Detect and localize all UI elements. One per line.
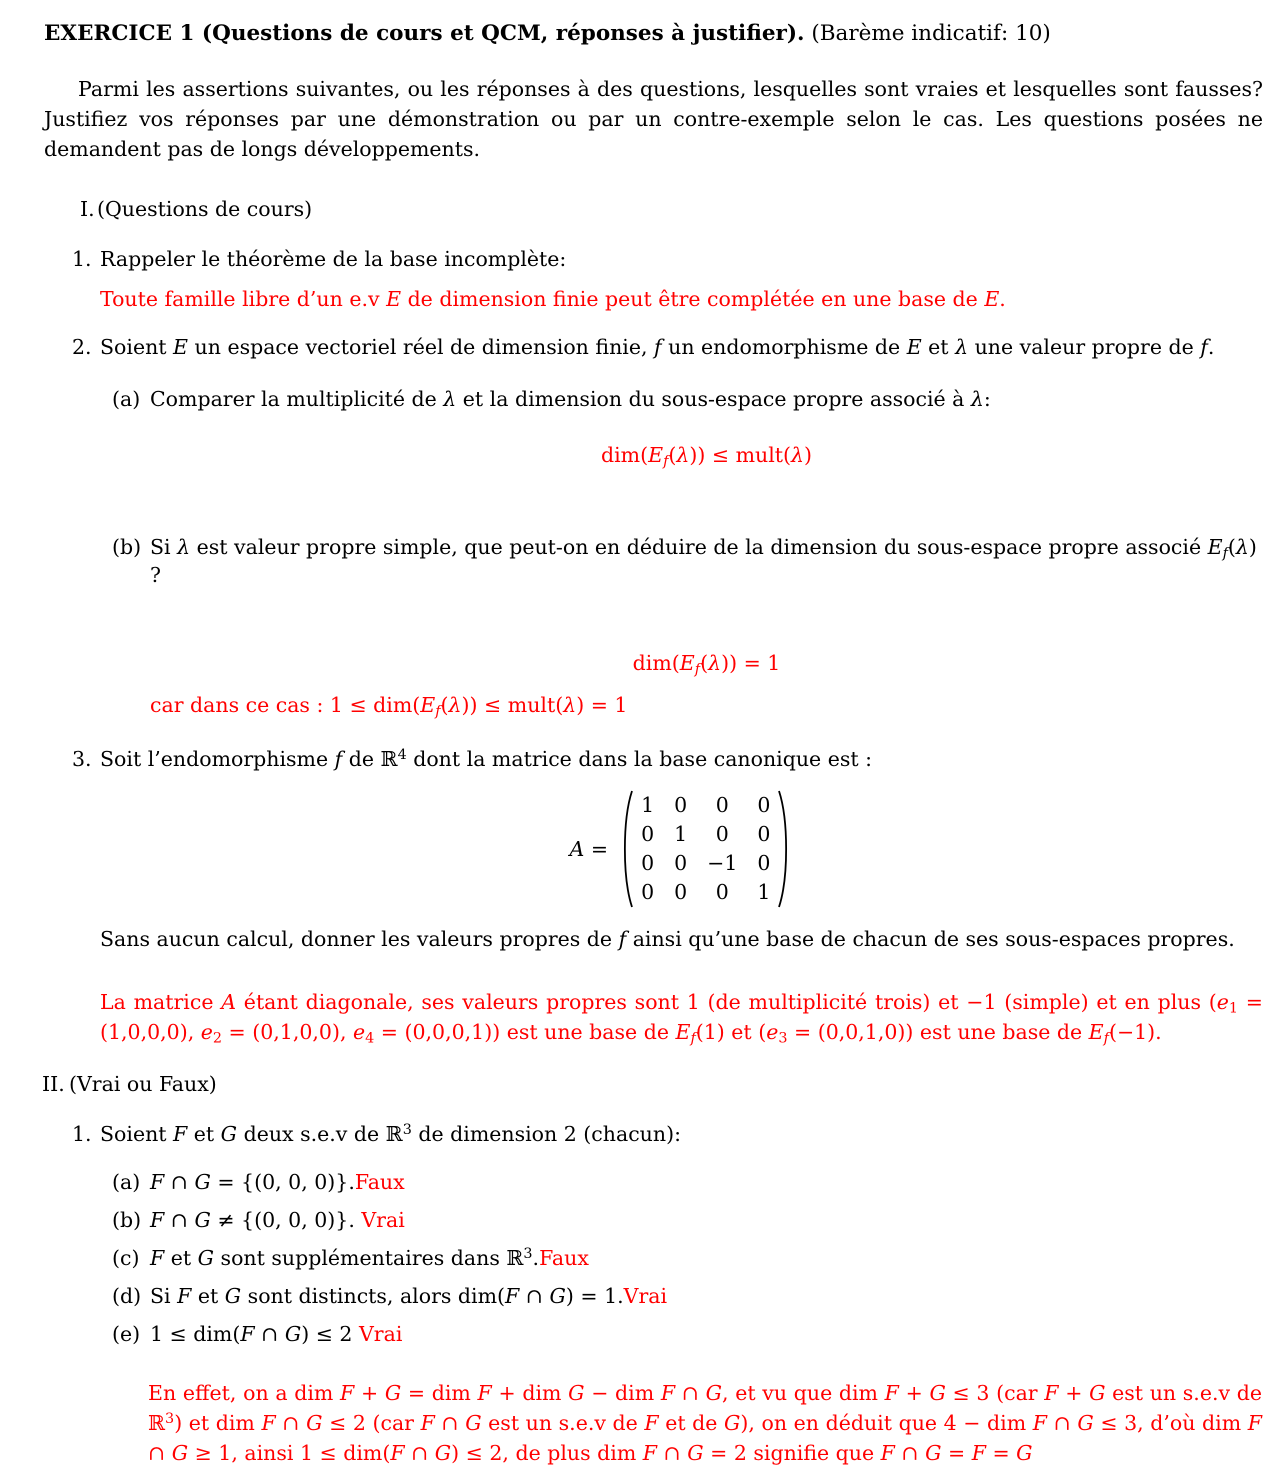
section-2-question-1-text: Soient F et G deux s.e.v de ℝ$^3$ de dimension 2 (chacun): [100,1121,681,1146]
tf-item-b-verdict: Vrai [361,1208,405,1232]
section-2-title: (Vrai ou Faux) [69,1072,217,1096]
matrix-cell: 0 [757,793,771,817]
section-2-heading [42,1071,1263,1098]
intro-paragraph: Parmi les assertions suivantes, ou les réponses à des questions, lesquelles sont vraies et lesquelles sont fausses? Justifiez vos réponses par une démonstration ou par un contre-exemple selon le cas. Les questions posées ne demandent pas de longs développements. [44,77,1263,161]
tf-item-c-verdict: Faux [539,1246,589,1270]
section-2-label: II. [42,1072,65,1096]
tf-item-a-statement: F ∩ G = {(0, 0, 0)}. [150,1170,355,1194]
tf-item-b-label: (b) [112,1208,142,1232]
question-2-text: Soient E un espace vectoriel réel de dimension finie, f un endomorphisme de E et λ une valeur propre de f. [100,335,1215,359]
question-1 [72,245,1263,273]
matrix-cell: −1 [707,851,738,875]
section-2-question-1 [72,1120,1263,1148]
tf-item-e-label: (e) [112,1322,141,1346]
answer-3: La matrice A étant diagonale, ses valeurs propres sont 1 (de multiplicité trois) et −1 (simple) et en plus ($e_1 = (1,0,0,0)$, $e_2 = (0,1,0,0)$, $e_4 = (0,0,0,1)$) est une base de $E_f(1)$ et $(e_3 = (0,0,1,0))$ est une base de $E_f(-1)$. [100,990,1263,1047]
tf-item-b [112,1206,1263,1234]
question-2b-label: (b) [112,535,142,559]
tf-item-a-label: (a) [112,1170,141,1194]
matrix-cell: 1 [757,880,771,904]
tf-item-e-statement: 1 ≤ dim(F ∩ G) ≤ 2 [150,1322,359,1346]
section-1-heading [80,196,1263,223]
matrix-cell: 0 [715,880,729,904]
section-1-label: I. [80,197,95,221]
matrix-cell: 0 [641,880,655,904]
matrix-grid [634,791,777,907]
question-2a-text: Comparer la multiplicité de λ et la dimension du sous-espace propre associé à λ: [150,387,991,411]
question-1-label: 1. [72,247,92,271]
tf-item-d-label: (d) [112,1284,142,1308]
question-2b-text: Si λ est valeur propre simple, que peut-on en déduire de la dimension du sous-espace propre associé $E_f(\lambda)$ ? [150,535,1257,587]
true-false-justification: En effet, on a dim F + G = dim F + dim G − dim F ∩ G, et vu que dim F + G ≤ 3 (car F + G est un s.e.v de ℝ$^3$) et dim F ∩ G ≤ 2 (car F ∩ G est un s.e.v de F et de G), on en déduit que 4 − dim F ∩ G ≤ 3, d’où dim F ∩ G ≥ 1, ainsi 1 ≤ dim(F ∩ G) ≤ 2, de plus dim F ∩ G = 2 signifie que F ∩ G = F = G [148,1381,1262,1465]
tf-item-c [112,1244,1263,1272]
tf-item-d [112,1282,1263,1310]
matrix-cell: 1 [641,793,655,817]
question-2-label: 2. [72,335,92,359]
matrix-cell: 0 [674,793,688,817]
question-2a [112,385,1263,413]
question-3-label: 3. [72,747,92,771]
formula-2a: $dim(E_f(\lambda))$ ≤ mult(λ) [600,443,813,470]
question-2b [112,533,1263,589]
matrix-cell: 0 [641,822,655,846]
exercise-title-bold: EXERCICE 1 (Questions de cours et QCM, réponses à justifier). [44,21,805,46]
matrix-cell: 1 [674,822,688,846]
formula-2b: $dim(E_f(\lambda)) = 1$ [632,651,781,678]
tf-item-d-statement: Si F et G sont distincts, alors dim(F ∩ G) = 1. [150,1284,624,1308]
exercise-title-bareme: (Barème indicatif: 10) [811,21,1051,46]
tf-item-e-verdict: Vrai [359,1322,403,1346]
section-1-title: (Questions de cours) [97,197,313,221]
matrix-cell: 0 [674,880,688,904]
tf-item-a [112,1168,1263,1196]
matrix-right-paren-icon [777,788,793,910]
question-3-text: Soit l’endomorphisme f de ℝ$^4$ dont la matrice dans la base canonique est : [100,746,873,771]
matrix-display [100,787,1263,911]
matrix-cell: 0 [757,822,771,846]
question-1-text: Rappeler le théorème de la base incomplète: [100,247,567,271]
tf-item-d-verdict: Vrai [623,1284,668,1308]
question-2 [72,333,1263,361]
tf-item-c-statement: F et G sont supplémentaires dans ℝ$^3$. [150,1245,540,1270]
tf-item-b-statement: F ∩ G ≠ {(0, 0, 0)}. [150,1208,362,1232]
matrix-lhs: A = [569,837,609,861]
matrix-cell: 0 [715,822,729,846]
tf-item-c-label: (c) [112,1246,140,1270]
answer-1: Toute famille libre d’un e.v E de dimension finie peut être complétée en une base de E. [100,287,1006,311]
question-2a-label: (a) [112,387,141,411]
question-3 [72,745,1263,773]
exercise-title [44,20,1263,48]
question-3-followup: Sans aucun calcul, donner les valeurs propres de f ainsi qu’une base de chacun de ses sous-espaces propres. [100,927,1235,951]
true-false-list [0,1168,1276,1348]
matrix-cell: 0 [674,851,688,875]
tf-item-a-verdict: Faux [354,1170,405,1194]
matrix-left-paren-icon [618,788,634,910]
section-2-question-1-label: 1. [72,1122,92,1146]
matrix-cell: 0 [715,793,729,817]
matrix-cell: 0 [641,851,655,875]
matrix-cell: 0 [757,851,771,875]
tf-item-e [112,1320,1263,1348]
answer-2b-note: car dans ce cas : $1 \le dim(E_f(\lambda))$ ≤ mult(λ) = 1 [150,693,628,720]
